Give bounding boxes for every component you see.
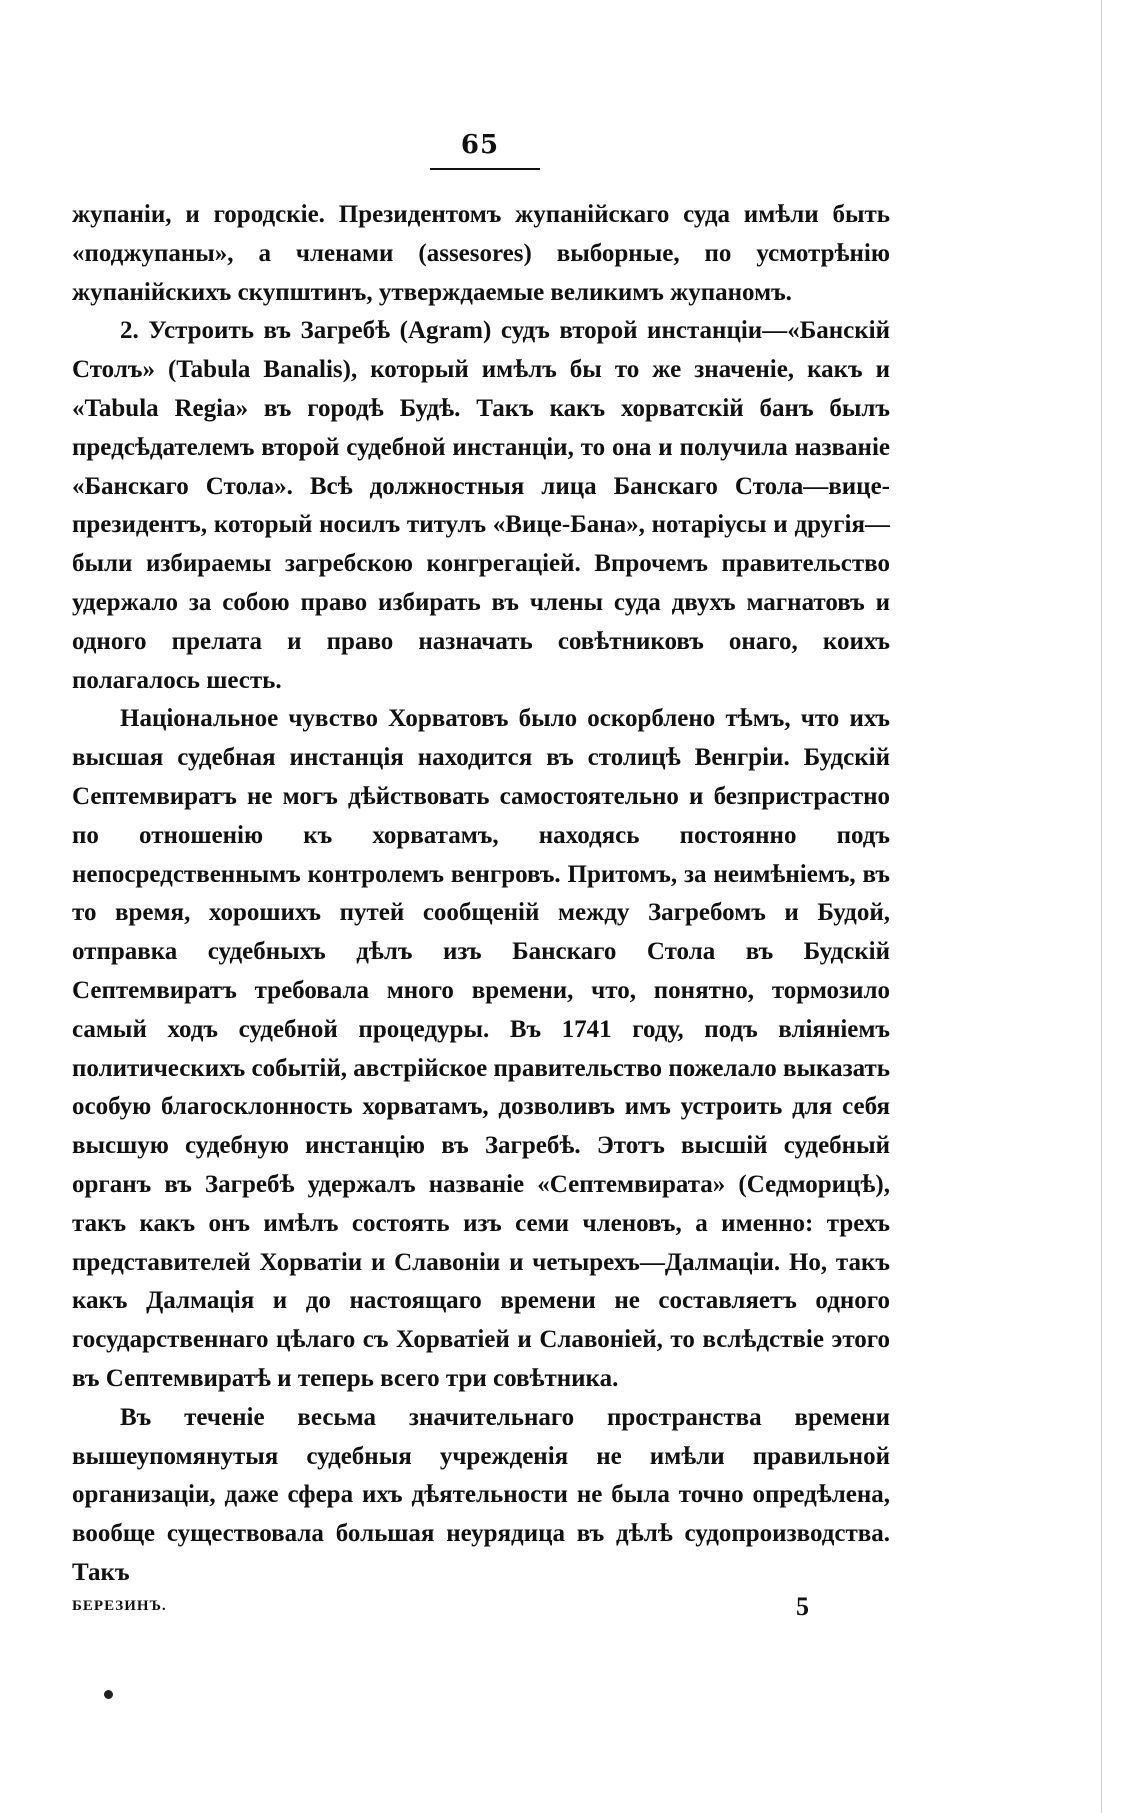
sheet-number: 5	[796, 1592, 809, 1621]
ink-spot	[104, 1690, 113, 1699]
footer-signature: БЕРЕЗИНЪ.	[72, 1598, 167, 1614]
paragraph-3: Національное чувство Хорватовъ было оскорблено тѣмъ, что ихъ высшая судебная инстанція находится въ столицѣ Венгріи. Будскій Септемвиратъ не могъ дѣйствовать самостоятельно и безпристрастно по отношенію къ хорватамъ, находясь постоянно подъ непосредственнымъ контролемъ венгровъ. Притомъ, за неимѣніемъ, въ то время, хорошихъ путей сообщеній между Загребомъ и Будой, отправка судебныхъ дѣлъ изъ Банскаго Стола въ Будскій Септемвиратъ требовала много времени, что, понятно, тормозило самый ходъ судебной процедуры. Въ 1741 году, подъ вліяніемъ политическихъ событій, австрійское правительство пожелало выказать особую благосклонность хорватамъ, дозволивъ имъ устроить для себя высшую судебную инстанцію въ Загребѣ. Этотъ высшій судебный органъ въ Загребѣ удержалъ названіе «Септемвирата» (Седморицѣ), такъ какъ онъ имѣлъ состоять изъ семи членовъ, а именно: трехъ представителей Хорватіи и Славоніи и четырехъ—Далмаціи. Но, такъ какъ Далмація и до настоящаго времени не составляетъ одного государственнаго цѣлаго съ Хорватіей и Славоніей, то вслѣдствіе этого въ Септемвиратѣ и теперь всего три совѣтника.	[72, 705, 890, 1392]
page-edge-line	[1101, 0, 1102, 1813]
page-number: 65	[460, 130, 500, 160]
paragraph-1: жупаніи, и городскіе. Президентомъ жупанійскаго суда имѣли быть «поджупаны», а членами (assesores) выборные, по усмотрѣнію жупанійскихъ скупштинъ, утверждаемые великимъ жупаномъ.	[72, 201, 890, 306]
paragraph-4: Въ теченіе весьма значительнаго пространства времени вышеупомянутыя судебныя учрежденія не имѣли правильной организаціи, даже сфера ихъ дѣятельности не была точно опредѣлена, вообще существовала большая неурядица въ дѣлѣ судопроизводства. Такъ	[72, 1403, 890, 1586]
header-rule	[430, 168, 540, 170]
paragraph-2: 2. Устроить въ Загребѣ (Agram) судъ второй инстанціи—«Банскій Столъ» (Tabula Banalis), который имѣлъ бы то же значеніе, какъ и «Tabula Regia» въ городѣ Будѣ. Такъ какъ хорватскій банъ былъ предсѣдателемъ второй судебной инстанціи, то она и получила названіе «Банскаго Стола». Всѣ должностныя лица Банскаго Стола—вице-президентъ, который носилъ титулъ «Вице-Бана», нотаріусы и другія—были избираемы загребскою конгрегаціей. Впрочемъ правительство удержало за собою право избирать въ члены суда двухъ магнатовъ и одного прелата и право назначать совѣтниковъ онаго, коихъ полагалось шесть.	[72, 317, 890, 694]
page-body	[72, 196, 890, 1593]
